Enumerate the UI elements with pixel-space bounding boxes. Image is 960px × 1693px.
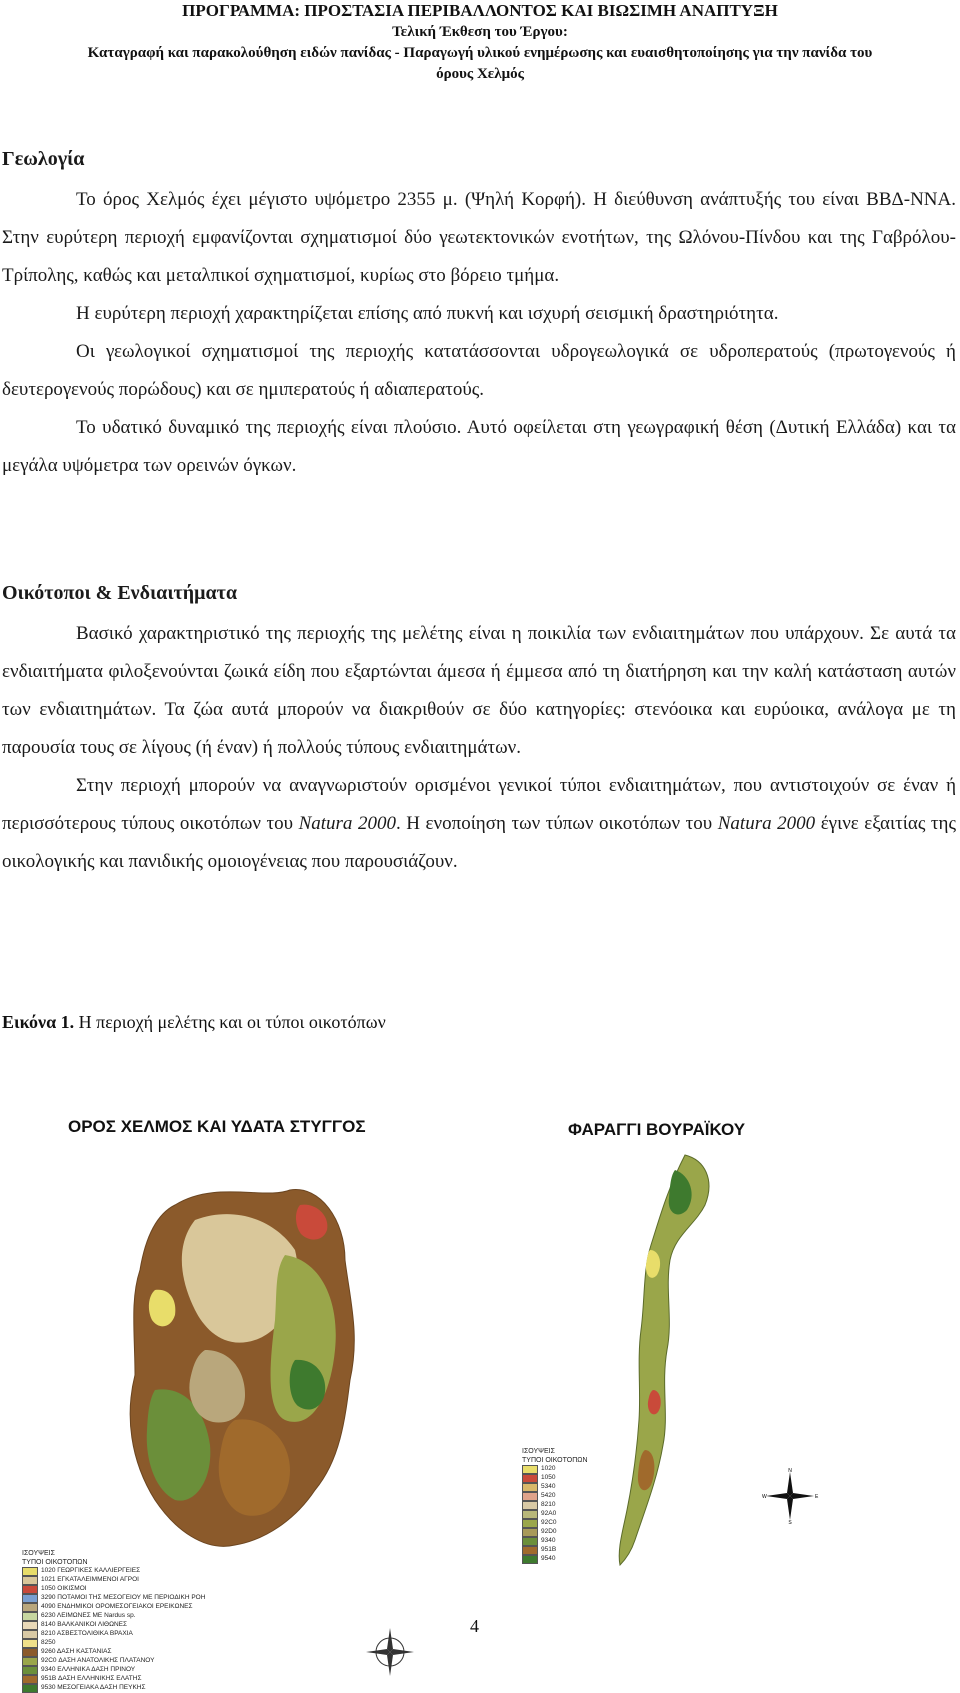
- vouraikos-legend-label: 1050: [541, 1474, 556, 1482]
- page-number: 4: [470, 1616, 479, 1636]
- chelmos-legend-item: [22, 1567, 205, 1576]
- vouraikos-legend-label: 92A0: [541, 1510, 557, 1518]
- chelmos-legend-swatch: [22, 1684, 38, 1693]
- vouraikos-legend-label: 9540: [541, 1555, 556, 1563]
- chelmos-legend-title-2: ΤΥΠΟΙ ΟΙΚΟΤΟΠΩΝ: [22, 1558, 88, 1566]
- vouraikos-legend-item: [522, 1492, 588, 1501]
- chelmos-legend-item: [22, 1675, 205, 1684]
- chelmos-legend-item: [22, 1630, 205, 1639]
- vouraikos-legend-swatch: [522, 1537, 538, 1546]
- vouraikos-legend-item: [522, 1510, 588, 1519]
- vouraikos-legend-swatch: [522, 1474, 538, 1483]
- chelmos-legend: [22, 1550, 205, 1693]
- figure-caption: [2, 1012, 386, 1033]
- geology-heading: Γεωλογία: [2, 148, 85, 170]
- chelmos-legend-label: 8140 ΒΑΛΚΑΝΙΚΟΙ ΛΙΘΩΝΕΣ: [41, 1621, 128, 1629]
- vouraikos-habitat-map: [615, 1150, 725, 1570]
- vouraikos-legend-label: 951B: [541, 1546, 557, 1554]
- vouraikos-legend-swatch: [522, 1546, 538, 1555]
- vouraikos-legend-swatch: [522, 1483, 538, 1492]
- chelmos-legend-label: 9340 ΕΛΛΗΝΙΚΑ ΔΑΣΗ ΠΡΙΝΟΥ: [41, 1666, 136, 1674]
- map-title-vouraikos: ΦΑΡΑΓΓΙ ΒΟΥΡΑΪΚΟΥ: [568, 1120, 746, 1139]
- habitats-p2-part-a: Στην περιοχή μπορούν να αναγνωριστούν ορισμένοι γενικοί τύποι ενδιαιτημάτων, που αντιστοιχούν σε έναν ή περισσότερους τύπους οικοτόπων του: [2, 775, 956, 834]
- compass-w-label: W: [762, 1494, 767, 1500]
- chelmos-legend-swatch: [22, 1603, 38, 1612]
- geology-paragraph-4: Το υδατικό δυναμικό της περιοχής είναι πλούσιο. Αυτό οφείλεται στη γεωγραφική θέση (Δυτική Ελλάδα) και τα μεγάλα υψόμετρα των ορεινών όγκων.: [2, 417, 956, 476]
- natura-term-2: Natura 2000: [717, 813, 816, 834]
- vouraikos-legend-swatch: [522, 1519, 538, 1528]
- vouraikos-legend-swatch: [522, 1510, 538, 1519]
- compass-e-label: E: [815, 1494, 819, 1500]
- compass-rose-chelmos: [362, 1624, 418, 1680]
- vouraikos-legend-label: 9340: [541, 1537, 556, 1545]
- compass-n-label: N: [788, 1468, 792, 1474]
- chelmos-legend-label: 9530 ΜΕΣΟΓΕΙΑΚΑ ΔΑΣΗ ΠΕΥΚΗΣ: [41, 1684, 146, 1692]
- chelmos-legend-item: [22, 1612, 205, 1621]
- chelmos-legend-swatch: [22, 1666, 38, 1675]
- chelmos-legend-rows: [22, 1567, 205, 1693]
- chelmos-legend-item: [22, 1621, 205, 1630]
- chelmos-legend-item: [22, 1576, 205, 1585]
- habitats-p2-part-c: έγινε εξαιτίας της οικολογικής και πανιδικής ομοιογένειας που παρουσιάζουν.: [2, 813, 956, 872]
- chelmos-legend-swatch: [22, 1621, 38, 1630]
- compass-s-label: S: [788, 1520, 792, 1526]
- map-title-chelmos: ΟΡΟΣ ΧΕΛΜΟΣ ΚΑΙ ΥΔΑΤΑ ΣΤΥΓΓΟΣ: [68, 1117, 366, 1136]
- geology-paragraph-2: Η ευρύτερη περιοχή χαρακτηρίζεται επίσης από πυκνή και ισχυρή σεισμική δραστηριότητα.: [76, 303, 779, 324]
- vouraikos-legend-item: [522, 1555, 588, 1564]
- vouraikos-legend-label: 5340: [541, 1483, 556, 1491]
- chelmos-legend-label: 1020 ΓΕΩΡΓΙΚΕΣ ΚΑΛΛΙΕΡΓΕΙΕΣ: [41, 1567, 141, 1575]
- chelmos-legend-label: 1021 ΕΓΚΑΤΑΛΕΙΜΜΕΝΟΙ ΑΓΡΟΙ: [41, 1576, 139, 1584]
- vouraikos-legend-swatch: [522, 1555, 538, 1564]
- vouraikos-legend-swatch: [522, 1492, 538, 1501]
- chelmos-legend-label: 1050 ΟΙΚΙΣΜΟΙ: [41, 1585, 87, 1593]
- vouraikos-legend-label: 1020: [541, 1465, 556, 1473]
- header-report: Τελική Έκθεση του Έργου:: [392, 24, 568, 40]
- vouraikos-legend-item: [522, 1519, 588, 1528]
- chelmos-legend-label: 8210 ΑΣΒΕΣΤΟΛΙΘΙΚΑ ΒΡΑΧΙΑ: [41, 1630, 133, 1638]
- chelmos-legend-label: 6230 ΛΕΙΜΩΝΕΣ ΜΕ Nardus sp.: [41, 1612, 136, 1620]
- chelmos-legend-item: [22, 1603, 205, 1612]
- chelmos-legend-swatch: [22, 1657, 38, 1666]
- vouraikos-legend-rows: [522, 1465, 588, 1564]
- habitats-section: [2, 582, 956, 881]
- geology-paragraph-1: Το όρος Χελμός έχει μέγιστο υψόμετρο 2355 μ. (Ψηλή Κορφή). Η διεύθυνση ανάπτυξής του είναι ΒΒΔ-ΝΝΑ. Στην ευρύτερη περιοχή εμφανίζονται σχηματισμοί δύο γεωτεκτονικών ενοτήτων, της Ωλόνου-Πίνδου και της Γαβρόλου-Τρίπολης, καθώς και μεταλπικοί σχηματισμοί, κυρίως στο βόρειο τμήμα.: [2, 189, 956, 286]
- header-project: Καταγραφή και παρακολούθηση ειδών πανίδας - Παραγωγή υλικού ενημέρωσης και ευαισθητοποίησης για την πανίδα του: [87, 45, 873, 61]
- figure-caption-text: Η περιοχή μελέτης και οι τύποι οικοτόπων: [74, 1012, 386, 1032]
- chelmos-legend-swatch: [22, 1612, 38, 1621]
- vouraikos-legend-label: 92D0: [541, 1528, 557, 1536]
- chelmos-legend-swatch: [22, 1585, 38, 1594]
- habitats-p2-part-b: . Η ενοποίηση των τύπων οικοτόπων του: [395, 813, 718, 834]
- chelmos-habitat-map: [95, 1160, 375, 1580]
- vouraikos-legend-swatch: [522, 1528, 538, 1537]
- habitats-paragraph-1: Βασικό χαρακτηριστικό της περιοχής της μελέτης είναι η ποικιλία των ενδιαιτημάτων που υπάρχουν. Σε αυτά τα ενδιαιτήματα φιλοξενούνται ζωικά είδη που εξαρτώνται άμεσα ή έμμεσα από τη διατήρηση και την καλή κατάσταση αυτών των ενδιαιτημάτων. Τα ζώα αυτά μπορούν να διακριθούν σε δύο κατηγορίες: στενόοικα και ευρύοικα, ανάλογα με τη παρουσία τους σε λίγους (ή έναν) ή πολλούς τύπους ενδιαιτημάτων.: [2, 623, 956, 758]
- chelmos-legend-label: 4090 ΕΝΔΗΜΙΚΟΙ ΟΡΟΜΕΣΟΓΕΙΑΚΟΙ ΕΡΕΙΚΩΝΕΣ: [41, 1603, 193, 1611]
- chelmos-legend-swatch: [22, 1630, 38, 1639]
- header-project-cont: όρους Χελμός: [436, 66, 524, 82]
- vouraikos-map-base: [619, 1155, 709, 1565]
- chelmos-legend-label: 9260 ΔΑΣΗ ΚΑΣΤΑΝΙΑΣ: [41, 1648, 112, 1656]
- compass-rose-vouraikos: [762, 1468, 818, 1524]
- chelmos-legend-swatch: [22, 1675, 38, 1684]
- chelmos-legend-title-1: ΙΣΟΥΨΕΙΣ: [22, 1550, 55, 1557]
- chelmos-legend-item: [22, 1639, 205, 1648]
- chelmos-legend-item: [22, 1657, 205, 1666]
- vouraikos-legend-item: [522, 1483, 588, 1492]
- vouraikos-legend-item: [522, 1528, 588, 1537]
- vouraikos-legend-title-1: ΙΣΟΥΨΕΙΣ: [522, 1448, 555, 1455]
- habitats-heading: Οικότοποι & Ενδιαιτήματα: [2, 582, 237, 604]
- figure-caption-label: Εικόνα 1.: [2, 1012, 75, 1032]
- vouraikos-legend-item: [522, 1465, 588, 1474]
- geology-section: [2, 148, 956, 485]
- vouraikos-legend-item: [522, 1546, 588, 1555]
- chelmos-legend-item: [22, 1684, 205, 1693]
- chelmos-legend-item: [22, 1648, 205, 1657]
- geology-paragraph-3: Οι γεωλογικοί σχηματισμοί της περιοχής κατατάσσονται υδρογεωλογικά σε υδροπερατούς (πρωτογενούς ή δευτερογενούς πορώδους) και σε ημιπερατούς ή αδιαπερατούς.: [2, 341, 956, 400]
- vouraikos-legend-swatch: [522, 1501, 538, 1510]
- chelmos-legend-item: [22, 1666, 205, 1675]
- chelmos-legend-swatch: [22, 1594, 38, 1603]
- vouraikos-legend-title-2: ΤΥΠΟΙ ΟΙΚΟΤΟΠΩΝ: [522, 1456, 588, 1464]
- chelmos-legend-label: 951B ΔΑΣΗ ΕΛΛΗΝΙΚΗΣ ΕΛΑΤΗΣ: [41, 1675, 142, 1683]
- vouraikos-legend: [522, 1448, 588, 1564]
- natura-term-1: Natura 2000: [298, 813, 396, 834]
- chelmos-legend-swatch: [22, 1567, 38, 1576]
- vouraikos-legend-item: [522, 1537, 588, 1546]
- vouraikos-legend-item: [522, 1474, 588, 1483]
- chelmos-legend-label: 92C0 ΔΑΣΗ ΑΝΑΤΟΛΙΚΗΣ ΠΛΑΤΑΝΟΥ: [41, 1657, 155, 1665]
- chelmos-legend-item: [22, 1594, 205, 1603]
- vouraikos-legend-label: 8210: [541, 1501, 556, 1509]
- habitats-paragraph-2: [2, 767, 956, 881]
- chelmos-legend-item: [22, 1585, 205, 1594]
- vouraikos-legend-label: 5420: [541, 1492, 556, 1500]
- chelmos-legend-swatch: [22, 1648, 38, 1657]
- chelmos-legend-label: 3290 ΠΟΤΑΜΟΙ ΤΗΣ ΜΕΣΟΓΕΙΟΥ ΜΕ ΠΕΡΙΟΔΙΚΗ ΡΟΗ: [41, 1594, 206, 1602]
- chelmos-legend-swatch: [22, 1576, 38, 1585]
- vouraikos-legend-label: 92C0: [541, 1519, 557, 1527]
- vouraikos-legend-swatch: [522, 1465, 538, 1474]
- header-program: ΠΡΟΓΡΑΜΜΑ: ΠΡΟΣΤΑΣΙΑ ΠΕΡΙΒΑΛΛΟΝΤΟΣ ΚΑΙ ΒΙΩΣΙΜΗ ΑΝΑΠΤΥΞΗ: [182, 1, 778, 20]
- chelmos-legend-swatch: [22, 1639, 38, 1648]
- document-header: [0, 0, 960, 85]
- vouraikos-legend-item: [522, 1501, 588, 1510]
- chelmos-legend-label: 8250: [41, 1639, 56, 1647]
